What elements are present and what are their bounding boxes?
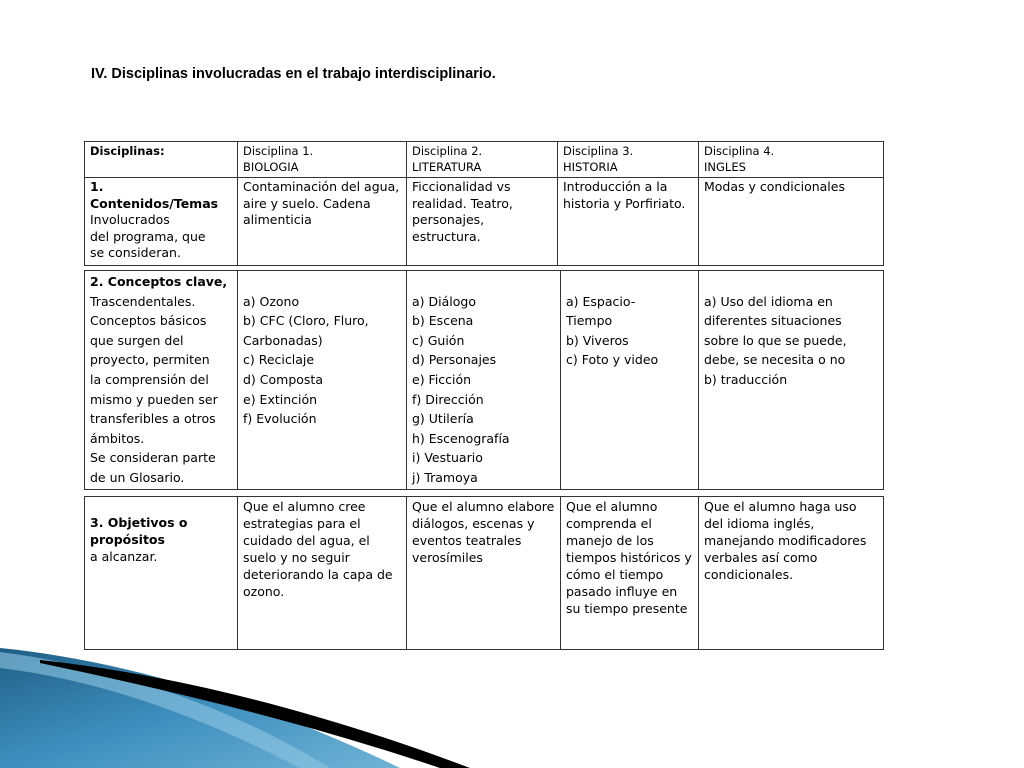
objetivos-label: 3. Objetivos o propósitos a alcanzar. (85, 497, 238, 650)
conceptos-biologia: a) Ozono b) CFC (Cloro, Fluro, Carbonadas) c) Reciclaje d) Composta e) Extinción f) Evolución (238, 271, 407, 490)
objetivos-historia: Que el alumno comprenda el manejo de los tiempos históricos y cómo el tiempo pasado influye en su tiempo presente (561, 497, 699, 650)
objetivos-literatura: Que el alumno elabore diálogos, escenas y eventos teatrales verosímiles (407, 497, 561, 650)
slide-title: IV. Disciplinas involucradas en el trabajo interdisciplinario. (91, 66, 496, 82)
contenidos-label: 1. Contenidos/Temas Involucrados del programa, que se consideran. (85, 178, 238, 266)
conceptos-literatura: a) Diálogo b) Escena c) Guión d) Personajes e) Ficción f) Dirección g) Utilería h) Escenografía i) Vestuario j) Tramoya (407, 271, 561, 490)
header-disciplina-1: Disciplina 1. BIOLOGIA (238, 142, 407, 178)
contenidos-ingles: Modas y condicionales (699, 178, 884, 266)
contenidos-biologia: Contaminación del agua, aire y suelo. Cadena alimenticia (238, 178, 407, 266)
header-disciplina-4: Disciplina 4. INGLES (699, 142, 884, 178)
header-disciplina-3: Disciplina 3. HISTORIA (558, 142, 699, 178)
contenidos-historia: Introducción a la historia y Porfiriato. (558, 178, 699, 266)
contenidos-literatura: Ficcionalidad vs realidad. Teatro, personajes, estructura. (407, 178, 558, 266)
header-disciplina-2: Disciplina 2. LITERATURA (407, 142, 558, 178)
conceptos-historia: a) Espacio- Tiempo b) Viveros c) Foto y video (561, 271, 699, 490)
objetivos-ingles: Que el alumno haga uso del idioma inglés, manejando modificadores verbales así como condicionales. (699, 497, 884, 650)
conceptos-ingles: a) Uso del idioma en diferentes situaciones sobre lo que se puede, debe, se necesita o no b) traducción (699, 271, 884, 490)
conceptos-label: 2. Conceptos clave, Trascendentales. Conceptos básicos que surgen del proyecto, permiten la comprensión del mismo y pueden ser transferibles a otros ámbitos. Se consideran parte de un Glosario. (85, 271, 238, 490)
header-disciplinas: Disciplinas: (85, 142, 238, 178)
objetivos-biologia: Que el alumno cree estrategias para el cuidado del agua, el suelo y no seguir deteriorando la capa de ozono. (238, 497, 407, 650)
